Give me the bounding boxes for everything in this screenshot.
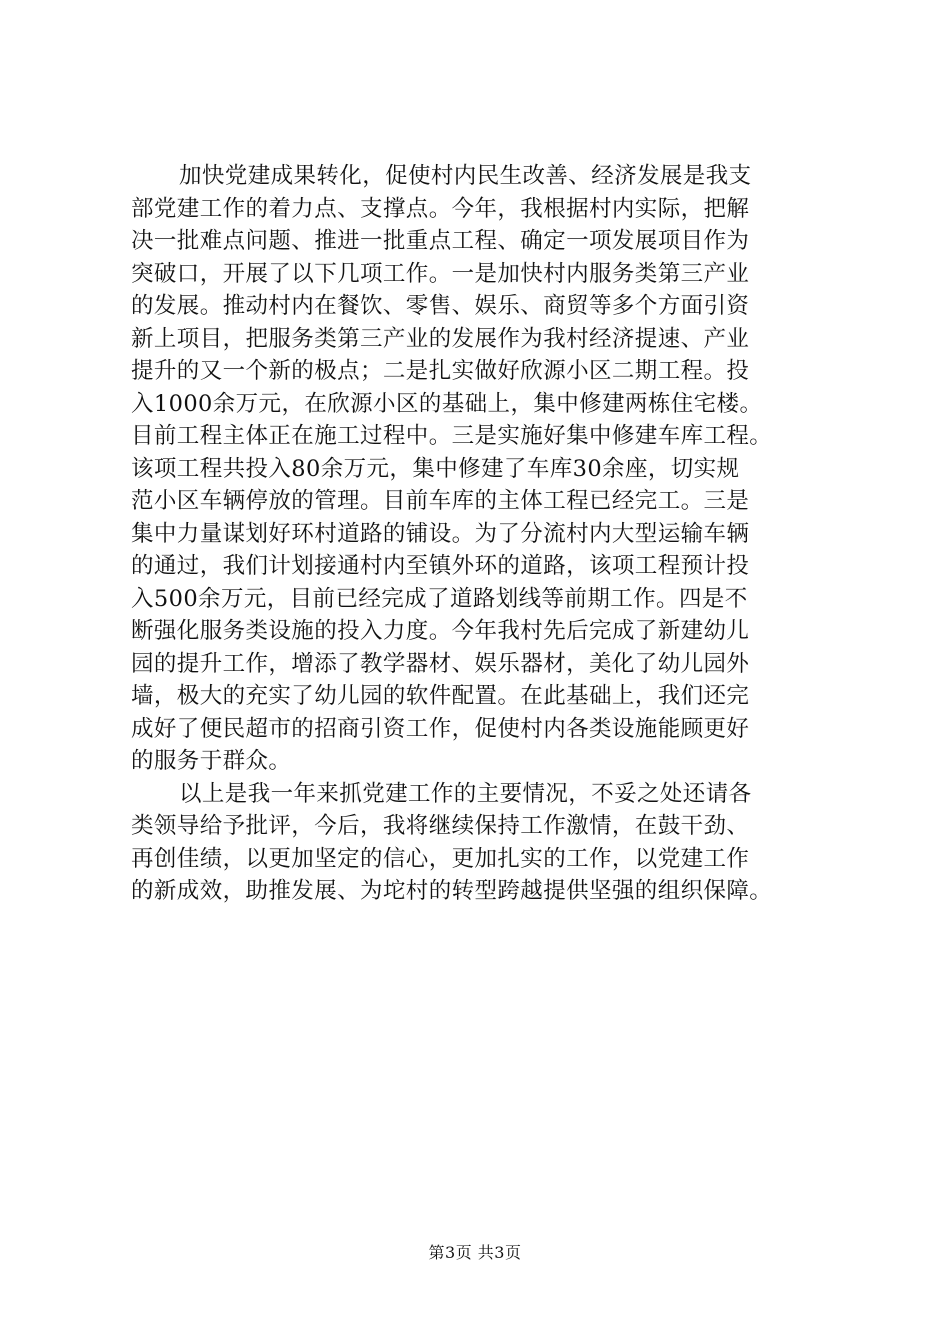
paragraph-1-line-14: 入500余万元，目前已经完成了道路划线等前期工作。四是不 [131, 585, 748, 612]
paragraph-1-line-4: 突破口，开展了以下几项工作。一是加快村内服务类第三产业 [131, 260, 750, 287]
paragraph-1-line-7: 提升的又一个新的极点；二是扎实做好欣源小区二期工程。投 [131, 358, 750, 384]
paragraph-2-line-2: 类领导给予批评，今后，我将继续保持工作激情，在鼓干劲、 [131, 813, 750, 839]
paragraph-1-line-10: 该项工程共投入80余万元，集中修建了车库30余座，切实规 [131, 455, 740, 482]
paragraph-1-line-1: 加快党建成果转化，促使村内民生改善、经济发展是我支 [179, 163, 752, 189]
paragraph-1-line-17: 墙，极大的充实了幼儿园的软件配置。在此基础上，我们还完 [131, 683, 750, 709]
paragraph-2-line-3: 再创佳绩，以更加坚定的信心，更加扎实的工作，以党建工作 [131, 845, 750, 872]
paragraph-1-line-15: 断强化服务类设施的投入力度。今年我村先后完成了新建幼儿 [131, 618, 750, 644]
page-number-footer: 第3页 共3页 [428, 1243, 522, 1262]
paragraph-1-line-12: 集中力量谋划好环村道路的铺设。为了分流村内大型运输车辆 [131, 520, 750, 547]
paragraph-2-line-1: 以上是我一年来抓党建工作的主要情况，不妥之处还请各 [179, 780, 752, 807]
paragraph-1-line-2: 部党建工作的着力点、支撑点。今年，我根据村内实际，把解 [131, 195, 750, 222]
paragraph-1-line-11: 范小区车辆停放的管理。目前车库的主体工程已经完工。三是 [131, 488, 750, 514]
paragraph-1-line-18: 成好了便民超市的招商引资工作，促使村内各类设施能顾更好 [131, 715, 750, 742]
paragraph-1-line-19: 的服务于群众。 [131, 748, 292, 774]
paragraph-1-line-13: 的通过，我们计划接通村内至镇外环的道路，该项工程预计投 [131, 553, 750, 579]
body-text [131, 160, 831, 908]
paragraph-1-line-16: 园的提升工作，增添了教学器材、娱乐器材，美化了幼儿园外 [131, 650, 750, 677]
paragraph-1-line-9: 目前工程主体正在施工过程中。三是实施好集中修建车库工程。 [131, 423, 773, 449]
paragraph-1-line-6: 新上项目，把服务类第三产业的发展作为我村经济提速、产业 [131, 325, 750, 352]
paragraph-1-line-3: 决一批难点问题、推进一批重点工程、确定一项发展项目作为 [131, 228, 750, 254]
paragraph-1-line-5: 的发展。推动村内在餐饮、零售、娱乐、商贸等多个方面引资 [131, 293, 750, 319]
paragraph-1-line-8: 入1000余万元，在欣源小区的基础上，集中修建两栋住宅楼。 [131, 390, 763, 417]
paragraph-2-line-4: 的新成效，助推发展、为坨村的转型跨越提供坚强的组织保障。 [131, 878, 773, 904]
